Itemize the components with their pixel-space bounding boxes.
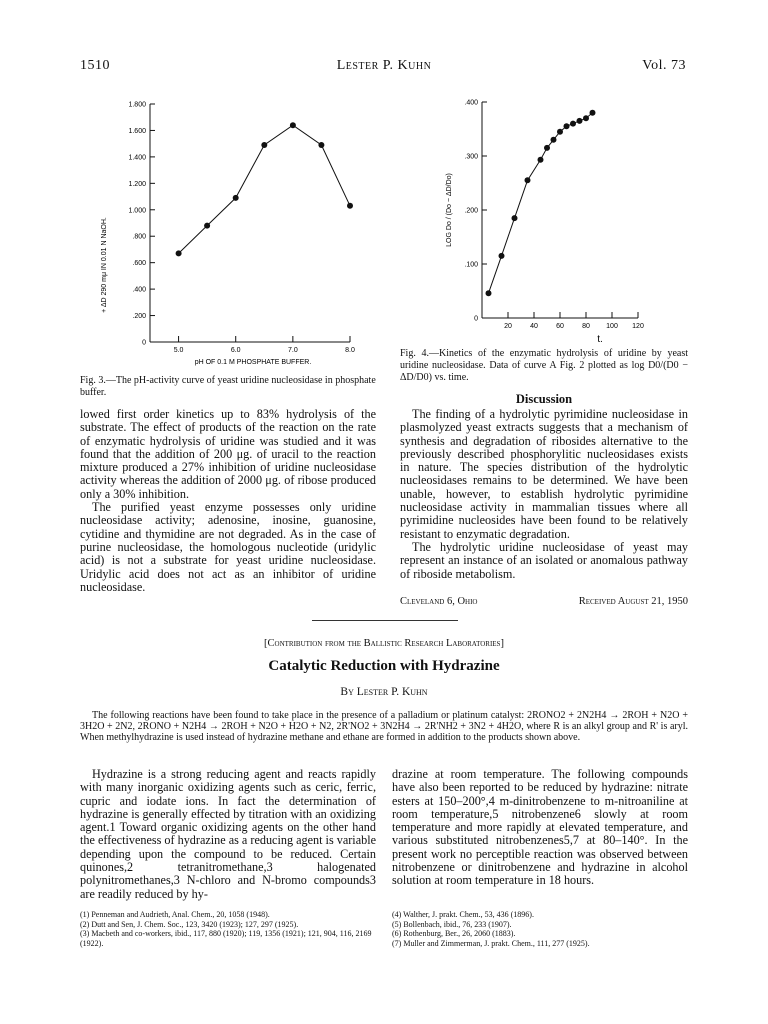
fig3-y-tick-label: .800 <box>132 233 146 241</box>
fig3-data-point <box>176 250 182 256</box>
fig3-x-tick-label: 5.0 <box>173 347 184 354</box>
fig4-data-point <box>590 110 596 116</box>
footnotes-left <box>80 910 376 948</box>
article-title: Catalytic Reduction with Hydrazine <box>268 658 500 674</box>
footnote: (5) Bollenbach, ibid., 76, 233 (1907). <box>392 919 512 929</box>
volume-label: Vol. 73 <box>642 58 686 73</box>
contribution-line: [Contribution from the Ballistic Research Laboratories] <box>264 638 504 649</box>
discussion-body <box>400 408 688 581</box>
fig3-y-label: + ΔD 290 mμ IN 0.01 N NaOH. <box>101 217 108 313</box>
fig4-data-point <box>538 157 544 163</box>
fig4-x-tick-label: 60 <box>556 323 564 330</box>
fig4-chart <box>425 90 665 352</box>
page-number: 1510 <box>80 58 110 73</box>
fig4-y-tick-label: .400 <box>464 99 478 107</box>
fig4-caption: Fig. 4.—Kinetics of the enzymatic hydrolysis of uridine by yeast uridine nucleosidase. Data of curve A Fig. 2 plotted as log D0/(D0 − ΔD/D0) vs. time. <box>400 348 688 383</box>
fig3-chart <box>78 90 390 372</box>
fig4-x-tick-label: 120 <box>632 323 644 330</box>
fig4-data-point <box>564 123 570 129</box>
footnote: (3) Macbeth and co-workers, ibid., 117, 880 (1920); 119, 1356 (1921); 121, 904, 116, 2169 (1922). <box>80 929 372 948</box>
fig3-caption: Fig. 3.—The pH-activity curve of yeast uridine nucleosidase in phosphate buffer. <box>80 375 376 398</box>
fig3-y-tick-label: 1.400 <box>128 154 146 162</box>
fig3-data-point <box>261 142 267 148</box>
fig4-y-tick-label: .200 <box>464 207 478 215</box>
left-column <box>80 408 376 594</box>
fig4-data-point <box>486 290 492 296</box>
article-byline: By Lester P. Kuhn <box>340 686 428 698</box>
fig4-x-tick-label: 20 <box>504 323 512 330</box>
fig4-y-label: LOG Do / (Do − ΔD/Do) <box>446 173 453 247</box>
received-date: Received August 21, 1950 <box>578 596 688 607</box>
article-right-text: drazine at room temperature. The following compounds have also been reported to be reduced by hydrazine: nitrate esters at 150–200°,4 m-dinitrobenzene to m-nitroaniline at room temperature,5 nitrobenzene6 slowly at room temperature and more rapidly at elevated temperature, and various substituted nitrobenzenes5,7 at 80–140°. In the present work no perceptible reaction was observed between nitrobenzene or dinitrobenzene and hydrazine in alcohol solution at room temperature in 18 hours. <box>392 767 688 888</box>
running-title: Lester P. Kuhn <box>336 58 432 73</box>
fig3-y-tick-label: .600 <box>132 260 146 268</box>
separator-rule <box>312 620 458 621</box>
fig3-data-point <box>233 195 239 201</box>
abstract: The following reactions have been found to take place in the presence of a palladium or platinum catalyst: 2RONO2 + 2N2H4 → 2ROH + N2O + 3H2O + 2N2, 2RONO + N2H4 → 2ROH + N2O + H2O + N2, 2R'NO2 + 3N2H4 → 2R'NH2 + 3N2 + 4H2O, where R is an alkyl group and R' is aryl. When methylhydrazine is used instead of hydrazine methane and ethane are formed in addition to the products shown above. <box>80 710 688 743</box>
discussion-heading: Discussion <box>515 392 573 406</box>
fig3-y-tick-label: .200 <box>132 313 146 321</box>
footnote: (4) Walther, J. prakt. Chem., 53, 436 (1896). <box>392 910 534 919</box>
fig4-data-point <box>583 115 589 121</box>
fig3-y-tick-label: 1.800 <box>128 101 146 109</box>
fig4-x-tick-label: 80 <box>582 323 590 330</box>
fig4-y-tick-label: 0 <box>474 315 478 323</box>
fig4-x-tick-label: 40 <box>530 323 538 330</box>
fig4-data-point <box>557 129 563 135</box>
fig3-x-tick-label: 8.0 <box>345 347 355 354</box>
footnote: (2) Dutt and Sen, J. Chem. Soc., 123, 3420 (1923); 127, 297 (1925). <box>80 919 299 929</box>
footnotes-right <box>392 910 688 948</box>
fig4-y-tick-label: .300 <box>464 153 478 161</box>
discussion-paragraph: The hydrolytic uridine nucleosidase of yeast may represent an instance of an isolated or anomalous pathway of riboside metabolism. <box>400 539 688 581</box>
fig4-data-point <box>544 145 550 151</box>
fig4-x-label: t. <box>597 334 603 345</box>
fig4-data-point <box>512 215 518 221</box>
article-left-text: Hydrazine is a strong reducing agent and reacts rapidly with many inorganic oxidizing agents such as ceric, ferric, cupric and iodate ions. In fact the determination of hydrazine is generally effected by titration with an oxidizing agent.1 Toward organic oxidizing agents on the other hand the effectiveness of hydrazine as a reducing agent is variable depending upon the compound to be reduced. Certain quinones,2 tetranitromethane,3 halogenated polynitromethanes,3 N-chloro and N-bromo compounds3 are readily reduced by hy- <box>80 767 376 901</box>
fig3-x-tick-label: 6.0 <box>230 347 241 354</box>
fig4-data-point <box>525 177 531 183</box>
fig3-y-tick-label: 1.600 <box>128 127 146 135</box>
fig3-y-tick-label: 0 <box>142 339 146 347</box>
fig3-data-point <box>318 142 324 148</box>
fig4-y-tick-label: .100 <box>464 261 478 269</box>
left-paragraph: The purified yeast enzyme possesses only uridine nucleosidase activity; adenosine, inosine, guanosine, cytidine and thymidine are not degraded. As in the case of purine nucleosidase, the homologous nucleotide (uridylic acid) is not a substrate for yeast uridine nucleosidase. Uridylic acid does not act as an inhibitor of uridine nucleosidase. <box>80 500 376 594</box>
footnote: (1) Penneman and Audrieth, Anal. Chem., 20, 1058 (1948). <box>80 910 270 919</box>
fig4-data-point <box>499 253 505 259</box>
fig4-data-point <box>577 118 583 124</box>
fig3-x-tick-label: 7.0 <box>287 347 298 354</box>
fig3-x-label: pH OF 0.1 M PHOSPHATE BUFFER. <box>194 359 312 366</box>
footnote: (6) Rothenburg, Ber., 26, 2060 (1883). <box>392 929 516 938</box>
fig4-x-tick-label: 100 <box>606 323 618 330</box>
fig3-y-tick-label: 1.200 <box>128 180 146 188</box>
fig3-data-point <box>290 122 296 128</box>
fig4-data-point <box>570 121 576 127</box>
location: Cleveland 6, Ohio <box>400 596 478 607</box>
fig3-y-tick-label: 1.000 <box>128 207 146 215</box>
fig3-data-point <box>347 203 353 209</box>
fig4-series-line <box>489 113 593 293</box>
fig3-data-point <box>204 223 210 229</box>
fig4-data-point <box>551 137 557 143</box>
discussion-paragraph: The finding of a hydrolytic pyrimidine nucleosidase in plasmolyzed yeast extracts suggests that a mechanism of synthesis and degradation of ribosides alternative to the previously described phosphorylitic nucleosidases exists in nature. The species distribution of the hydrolytic nucleosidases remains to be determined. We have been unable, however, to establish hydrolytic pyrimidine nucleosidase activity in mammalian tissues where all pyrimidine nucleosides have been found to be relatively resistant to enzymatic degradation. <box>400 407 688 541</box>
fig3-y-tick-label: .400 <box>132 286 146 294</box>
footnote: (7) Muller and Zimmerman, J. prakt. Chem., 111, 277 (1925). <box>392 938 590 948</box>
left-paragraph: lowed first order kinetics up to 83% hydrolysis of the substrate. The effect of products of the reaction on the rate of enzymatic hydrolysis of uridine was studied and it was found that the addition of 200 μg. of uracil to the reaction mixture produced a 27% inhibition of uridine nucleosidase activity whereas the addition of 2000 μg. of ribose produced only a 30% inhibition. <box>80 407 376 501</box>
